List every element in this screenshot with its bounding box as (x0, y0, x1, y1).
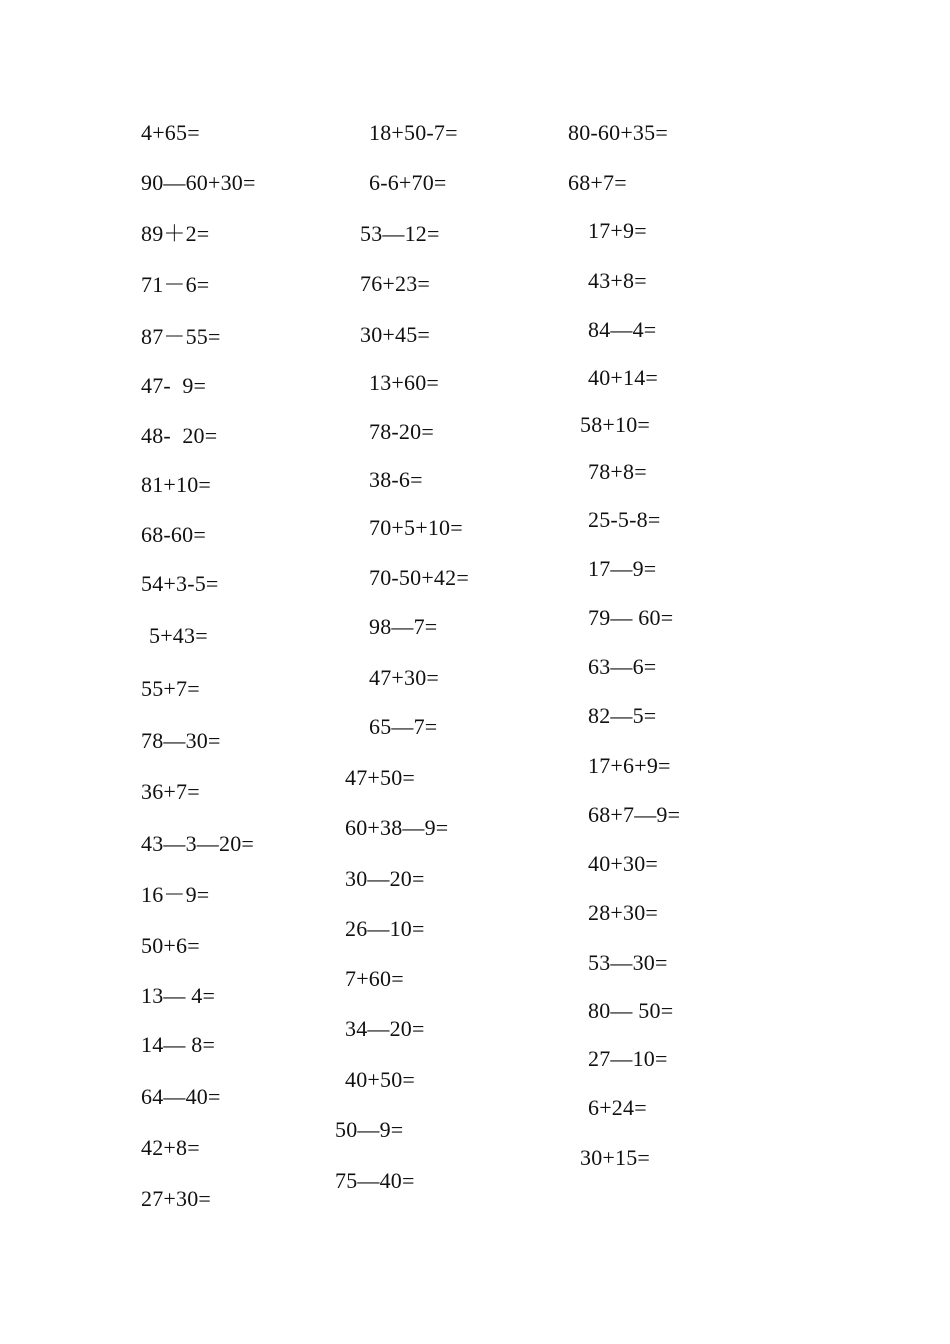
math-problem: 4+65= (141, 120, 200, 145)
math-problem: 42+8= (141, 1135, 200, 1160)
math-problem: 58+10= (580, 412, 651, 437)
math-problem: 60+38—9= (345, 815, 449, 840)
math-problem: 54+3-5= (141, 571, 219, 596)
math-problem: 50—9= (335, 1117, 404, 1142)
math-problem: 82—5= (588, 703, 657, 728)
math-problem: 79— 60= (588, 605, 674, 630)
math-problem: 68+7—9= (588, 802, 681, 827)
math-problem: 63—6= (588, 654, 657, 679)
math-problem: 6-6+70= (369, 170, 447, 195)
math-problem: 64—40= (141, 1084, 221, 1109)
math-problem: 34—20= (345, 1016, 425, 1041)
math-problem: 18+50-7= (369, 120, 458, 145)
math-problem: 26—10= (345, 916, 425, 941)
math-problem: 80— 50= (588, 998, 674, 1023)
math-problem: 90—60+30= (141, 170, 256, 195)
math-problem: 40+30= (588, 851, 659, 876)
math-problem: 78—30= (141, 728, 221, 753)
math-problem: 27+30= (141, 1186, 212, 1211)
math-problem: 30—20= (345, 866, 425, 891)
math-problem: 78-20= (369, 419, 434, 444)
math-problem: 48- 20= (141, 423, 218, 448)
math-problem: 17+6+9= (588, 753, 671, 778)
math-problem: 27—10= (588, 1046, 668, 1071)
math-problem: 55+7= (141, 676, 200, 701)
math-problem: 75—40= (335, 1168, 415, 1193)
math-problem: 70-50+42= (369, 565, 469, 590)
math-problem: 17—9= (588, 556, 657, 581)
math-problem: 13+60= (369, 370, 440, 395)
math-problem: 40+14= (588, 365, 659, 390)
math-problem: 40+50= (345, 1067, 416, 1092)
math-problem: 53—12= (360, 221, 440, 246)
math-problem: 30+15= (580, 1145, 651, 1170)
math-problem: 28+30= (588, 900, 659, 925)
math-problem: 43—3—20= (141, 831, 255, 856)
math-problem: 25-5-8= (588, 507, 661, 532)
math-problem: 43+8= (588, 268, 647, 293)
math-problem: 53—30= (588, 950, 668, 975)
math-problem: 36+7= (141, 779, 200, 804)
math-problem: 13— 4= (141, 983, 216, 1008)
math-problem: 68+7= (568, 170, 627, 195)
math-problem: 16－9= (141, 882, 210, 907)
math-problem: 68-60= (141, 522, 206, 547)
math-problem: 7+60= (345, 966, 404, 991)
math-problem: 80-60+35= (568, 120, 668, 145)
math-problem: 89＋2= (141, 221, 210, 246)
math-problem: 84—4= (588, 317, 657, 342)
math-problem: 47+30= (369, 665, 440, 690)
math-problem: 14— 8= (141, 1032, 216, 1057)
math-problem: 30+45= (360, 322, 431, 347)
math-problem: 38-6= (369, 467, 423, 492)
math-problem: 17+9= (588, 218, 647, 243)
math-problem: 87－55= (141, 324, 221, 349)
math-problem: 6+24= (588, 1095, 647, 1120)
math-problem: 98—7= (369, 614, 438, 639)
math-problem: 47- 9= (141, 373, 207, 398)
math-problem: 5+43= (149, 623, 208, 648)
math-problem: 78+8= (588, 459, 647, 484)
math-problem: 50+6= (141, 933, 200, 958)
math-problem: 71－6= (141, 272, 210, 297)
math-problem: 65—7= (369, 714, 438, 739)
math-problem: 70+5+10= (369, 515, 463, 540)
math-problem: 76+23= (360, 271, 431, 296)
math-problem: 81+10= (141, 472, 212, 497)
math-problem: 47+50= (345, 765, 416, 790)
